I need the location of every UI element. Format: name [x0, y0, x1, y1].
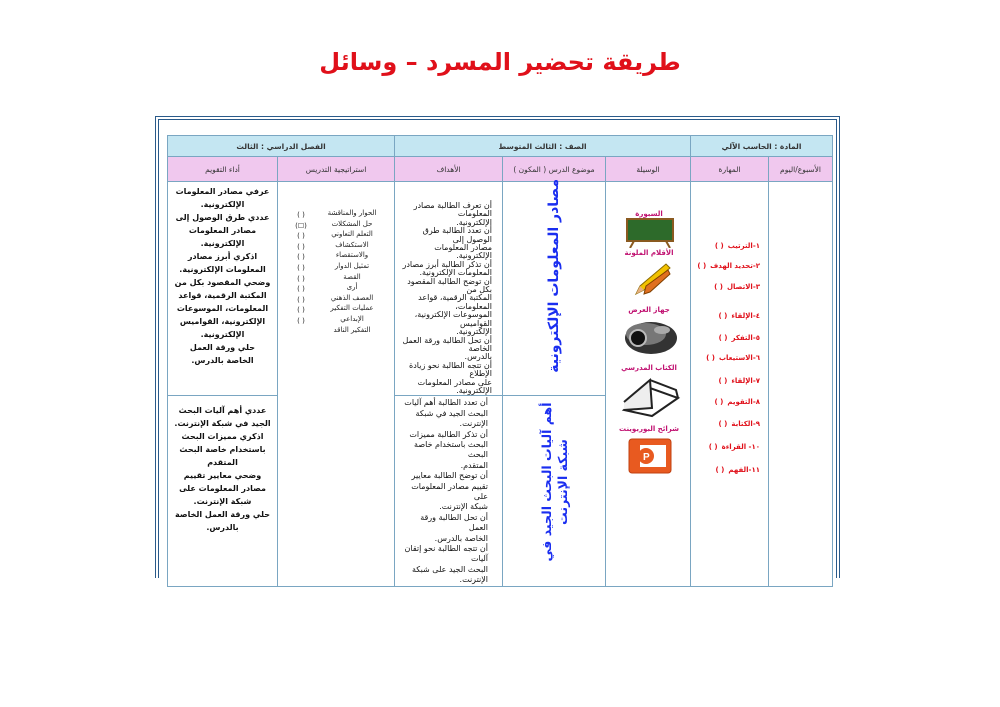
skill-item: ٤-الإلقاء( )	[718, 312, 761, 320]
topic-title-2: أهم آليات البحث الجيد في شبكة الإنترنت	[539, 402, 571, 562]
col-topic: ( المكون ) موضوع الدرس	[503, 157, 606, 182]
topic-cell-2	[503, 396, 606, 586]
book-label: الكتاب المدرسي	[621, 364, 677, 372]
projector-icon	[622, 314, 680, 358]
skill-item: ١٠- القراءة( )	[708, 443, 761, 451]
col-evaluation: أداء التقويم	[168, 157, 278, 182]
skill-item: ١-الترتيب( )	[714, 242, 761, 250]
slides-label: شرائح البوربوينت	[619, 425, 679, 433]
pens-label: الأقلام الملونة	[624, 249, 674, 257]
lesson-plan-table	[167, 135, 833, 587]
goals-cell-1: أن تعرف الطالبة مصادر المعلومات الإلكترونية. أن تعدد الطالبة طرق الوصول إلى مصادر المعلومات الإلكترونية. أن تذكر الطالبة أبرز مصادر المعلومات الإلكترونية. أن توضح الطالبة المقصود بكل من المكتبة الرقمية، قواعد المعلومات، الموسوعات الإلكترونية، القواميس الإلكترونية. أن تحل الطالبة ورقة العمل الخاصة بالدرس. أن تتجه الطالبة نحو زيادة الإطلاع على مصادر المعلومات الإلكترونية.	[395, 182, 503, 396]
skill-item: ٩-الكتابة( )	[718, 420, 761, 428]
strategy-checkboxes: ( ) (☐) ( ) ( ) ( ) ( ) ( ) ( ) ( ) ( ) ( )	[295, 211, 307, 325]
skill-item: ٥-التفكر( )	[718, 334, 761, 342]
skill-item: ٢-تحديد الهدف( )	[697, 262, 761, 270]
col-skill: المهارة	[691, 157, 769, 182]
svg-text:P: P	[643, 452, 650, 463]
book-icon	[620, 374, 682, 418]
semester-cell: الفصل الدراسي : الثالث	[168, 136, 395, 157]
subject-cell: المادة : الحاسب الآلي	[691, 136, 833, 157]
page-title: طريقة تحضير المسرد – وسائل	[319, 48, 681, 76]
skills-cell	[691, 182, 769, 587]
evaluation-cell-1: عرفي مصادر المعلومات الإلكترونية. عددي طرق الوصول إلى مصادر المعلومات الإلكترونية. اذكري أبرز مصادر المعلومات الإلكترونية. وضحي المقصود بكل من المكتبة الرقمية، قواعد المعلومات، الموسوعات الإلكترونية، القواميس الإلكترونية. حلي ورقة العمل الخاصة بالدرس.	[168, 182, 278, 396]
strategy-list: الحوار والمناقشة حل المشكلات التعلم التعاوني الاستكشاف والاستقصاء تمثيل الدوار القصة أرى العصف الذهني عمليات التفكير الإبداعي التفكير الناقد	[327, 209, 377, 334]
board-label: السبورة	[635, 210, 663, 218]
strategy-cell	[278, 182, 395, 587]
skill-item: ١١-الفهم( )	[715, 466, 761, 474]
col-strategy: استراتيجية التدريس	[278, 157, 395, 182]
document-frame	[155, 116, 840, 585]
evaluation-cell-2: عددي أهم آليات البحث الجيد في شبكة الإنترنت. اذكري مميزات البحث باستخدام خاصة البحث المتقدم وضحي معايير تقييم مصادر المعلومات على شبكة الإنترنت. حلي ورقة العمل الخاصة بالدرس.	[168, 396, 278, 586]
board-icon	[626, 218, 674, 248]
skill-item: ٣-الاتصال( )	[714, 283, 761, 291]
skill-item: ٦-الاستيعاب( )	[706, 354, 761, 362]
powerpoint-icon	[626, 436, 674, 476]
goals-cell-2: أن تعدد الطالبة أهم آليات البحث الجيد في شبكة الإنترنت. أن تذكر الطالبة مميزات البحث باستخدام خاصة البحث المتقدم. أن توضح الطالبة معايير تقييم مصادر المعلومات على شبكة الإنترنت. أن تحل الطالبة ورقة العمل الخاصة بالدرس. أن تتجه الطالبة نحو إتقان آليات البحث الجيد على شبكة الإنترنت.	[395, 396, 503, 586]
pencils-icon	[632, 260, 672, 296]
grade-cell: الصف : الثالث المتوسط	[395, 136, 691, 157]
media-cell	[606, 182, 691, 587]
skill-item: ٧-الإلقاء( )	[718, 377, 761, 385]
topic-title-1: مصادر المعلومات الإلكترونية	[546, 179, 563, 373]
projector-label: جهاز العرض	[628, 306, 670, 314]
topic-cell-1	[503, 179, 606, 396]
skill-item: ٨-التقويم( )	[714, 398, 761, 406]
col-media: الوسيلة	[606, 157, 691, 182]
week-cell	[769, 182, 833, 587]
col-week: الأسبوع/اليوم	[769, 157, 833, 182]
col-goals: الأهداف	[395, 157, 503, 182]
